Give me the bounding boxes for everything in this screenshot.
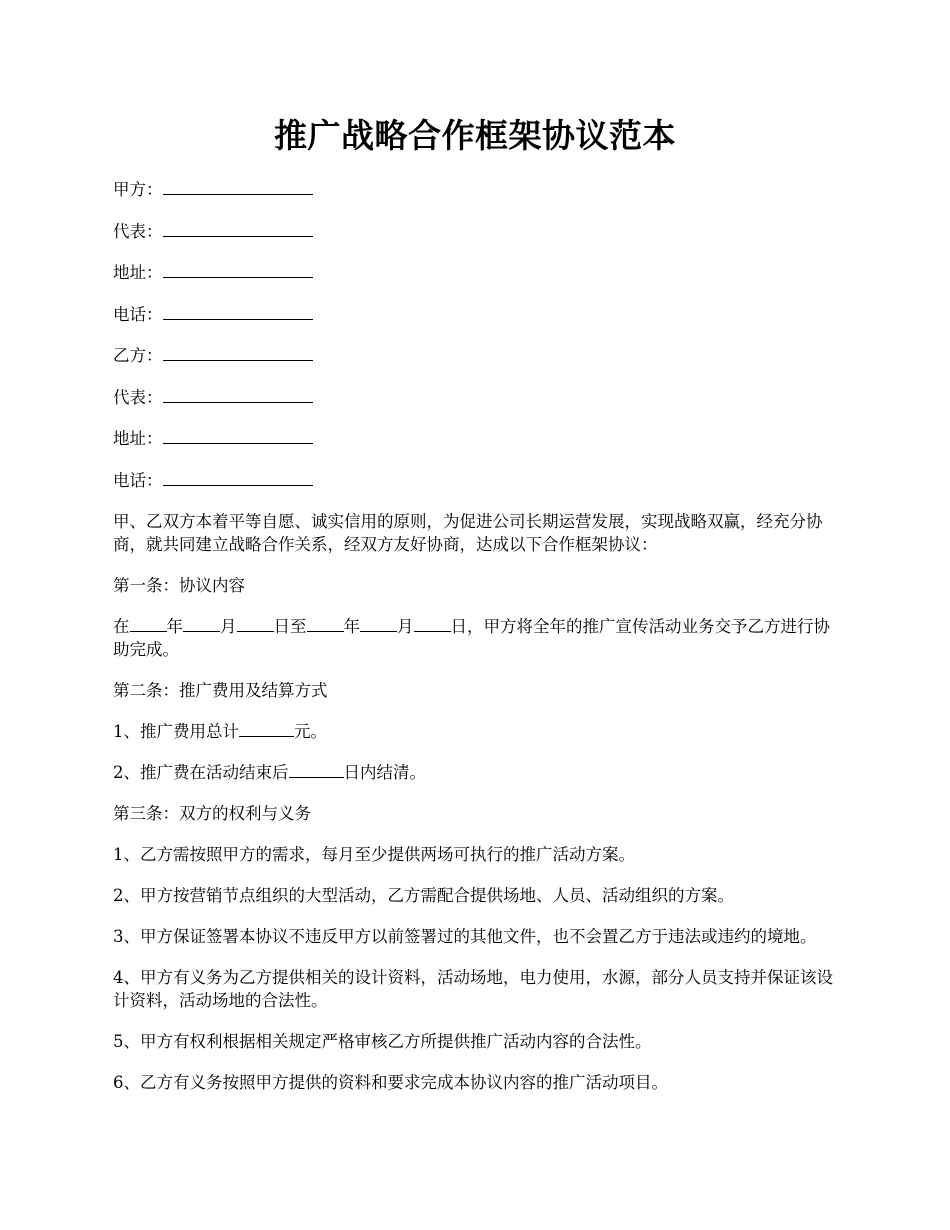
document-body (113, 178, 845, 1112)
field-label: 代表： (113, 387, 163, 407)
text-segment: 日内结清。 (343, 763, 426, 782)
article-2-item-1 (113, 720, 845, 743)
field-blank-line (163, 428, 313, 444)
party-field-b-address (113, 427, 845, 450)
field-label: 代表： (113, 221, 163, 241)
article-3-heading: 第三条：双方的权利与义务 (113, 804, 311, 823)
article-3-item-1: 1、乙方需按照甲方的需求，每月至少提供两场可执行的推广活动方案。 (113, 845, 635, 864)
article-3-item-2: 2、甲方按营销节点组织的大型活动，乙方需配合提供场地、人员、活动组织的方案。 (113, 886, 734, 905)
text-segment: 年 (343, 617, 360, 636)
text-segment: 2、推广费在活动结束后 (113, 763, 289, 782)
text-segment: 1、推广费用总计 (113, 722, 239, 741)
field-blank-line (163, 387, 313, 403)
text-segment: 月 (397, 617, 414, 636)
article-3-item-6: 6、乙方有义务按照甲方提供的资料和要求完成本协议内容的推广活动项目。 (113, 1073, 668, 1092)
party-field-a-representative (113, 220, 845, 243)
field-blank-line (163, 262, 313, 278)
blank-line (307, 616, 344, 632)
party-field-b-name (113, 344, 845, 367)
field-blank-line (163, 304, 313, 320)
blank-line (414, 616, 451, 632)
article-2-item-2 (113, 761, 845, 784)
blank-line (360, 616, 397, 632)
field-label: 地址： (113, 429, 163, 448)
field-label: 甲方： (113, 180, 163, 199)
field-blank-line (163, 179, 313, 195)
article-1-heading: 第一条：协议内容 (113, 576, 245, 595)
document-title: 推广战略合作框架协议范本 (274, 116, 676, 155)
intro-paragraph: 甲、乙双方本着平等自愿、诚实信用的原则，为促进公司长期运营发展，实现战略双赢，经充分协商，就共同建立战略合作关系，经双方友好协商，达成以下合作框架协议： (113, 512, 823, 554)
party-field-a-name (113, 178, 845, 201)
field-blank-line (163, 221, 313, 237)
text-segment: 在 (113, 617, 130, 636)
article-1-text (113, 615, 845, 661)
field-label: 地址： (113, 263, 163, 282)
field-label: 电话： (113, 304, 163, 324)
blank-line (183, 616, 220, 632)
field-label: 电话： (113, 470, 163, 490)
party-field-b-phone (113, 469, 845, 492)
blank-line (130, 616, 167, 632)
text-segment: 日，甲方将全年的推广宣传活动业务交予乙方进行协助完成。 (113, 617, 830, 659)
text-segment: 日至 (273, 617, 307, 636)
article-3-item-5: 5、甲方有权利根据相关规定严格审核乙方所提供推广活动内容的合法性。 (113, 1032, 652, 1051)
article-3-item-3: 3、甲方保证签署本协议不违反甲方以前签署过的其他文件，也不会置乙方于违法或违约的境地。 (113, 927, 817, 946)
text-segment: 年 (166, 617, 183, 636)
field-label: 乙方： (113, 346, 163, 365)
party-field-a-address (113, 261, 845, 284)
party-field-b-representative (113, 386, 845, 409)
article-2-heading: 第二条：推广费用及结算方式 (113, 681, 328, 700)
field-blank-line (163, 345, 313, 361)
blank-line (239, 721, 294, 737)
text-segment: 元。 (294, 722, 327, 741)
blank-line (237, 616, 274, 632)
blank-line (289, 762, 344, 778)
text-segment: 月 (220, 617, 237, 636)
field-blank-line (163, 470, 313, 486)
party-field-a-phone (113, 303, 845, 326)
article-3-item-4: 4、甲方有义务为乙方提供相关的设计资料，活动场地，电力使用，水源，部分人员支持并保证该设计资料，活动场地的合法性。 (113, 968, 833, 1010)
